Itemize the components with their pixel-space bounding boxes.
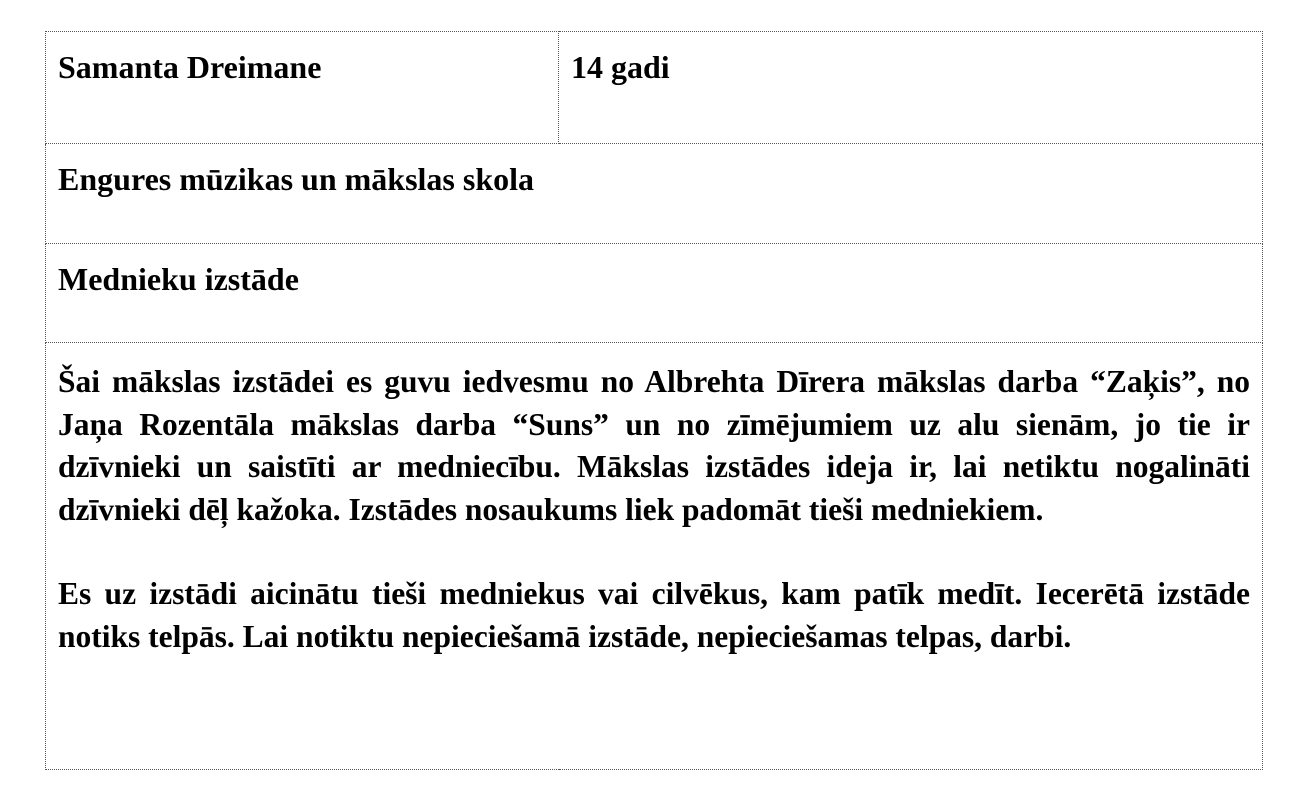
student-age: 14 gadi xyxy=(559,32,1263,144)
description-cell xyxy=(46,343,1263,770)
school-row xyxy=(46,144,1263,244)
name-row xyxy=(46,32,1263,144)
document-table xyxy=(45,31,1263,770)
title-row xyxy=(46,244,1263,343)
description-paragraph-2: Es uz izstādi aicinātu tieši medniekus vai cilvēkus, kam patīk medīt. Iecerētā izstāde notiks telpās. Lai notiktu nepieciešamā izstāde, nepieciešamas telpas, darbi. xyxy=(58,576,1250,654)
school-name: Engures mūzikas un mākslas skola xyxy=(46,144,1263,244)
description-row xyxy=(46,343,1263,770)
exhibition-title: Mednieku izstāde xyxy=(46,244,1263,343)
student-name: Samanta Dreimane xyxy=(46,32,559,144)
description-paragraph-1: Šai mākslas izstādei es guvu iedvesmu no Albrehta Dīrera mākslas darba “Zaķis”, no Jaņa Rozentāla mākslas darba “Suns” un no zīmējumiem uz alu sienām, jo tie ir dzīvnieki un saistīti ar medniecību. Mākslas izstādes ideja ir, lai netiktu nogalināti dzīvnieki dēļ kažoka. Izstādes nosaukums liek padomāt tieši medniekiem. xyxy=(58,364,1250,527)
